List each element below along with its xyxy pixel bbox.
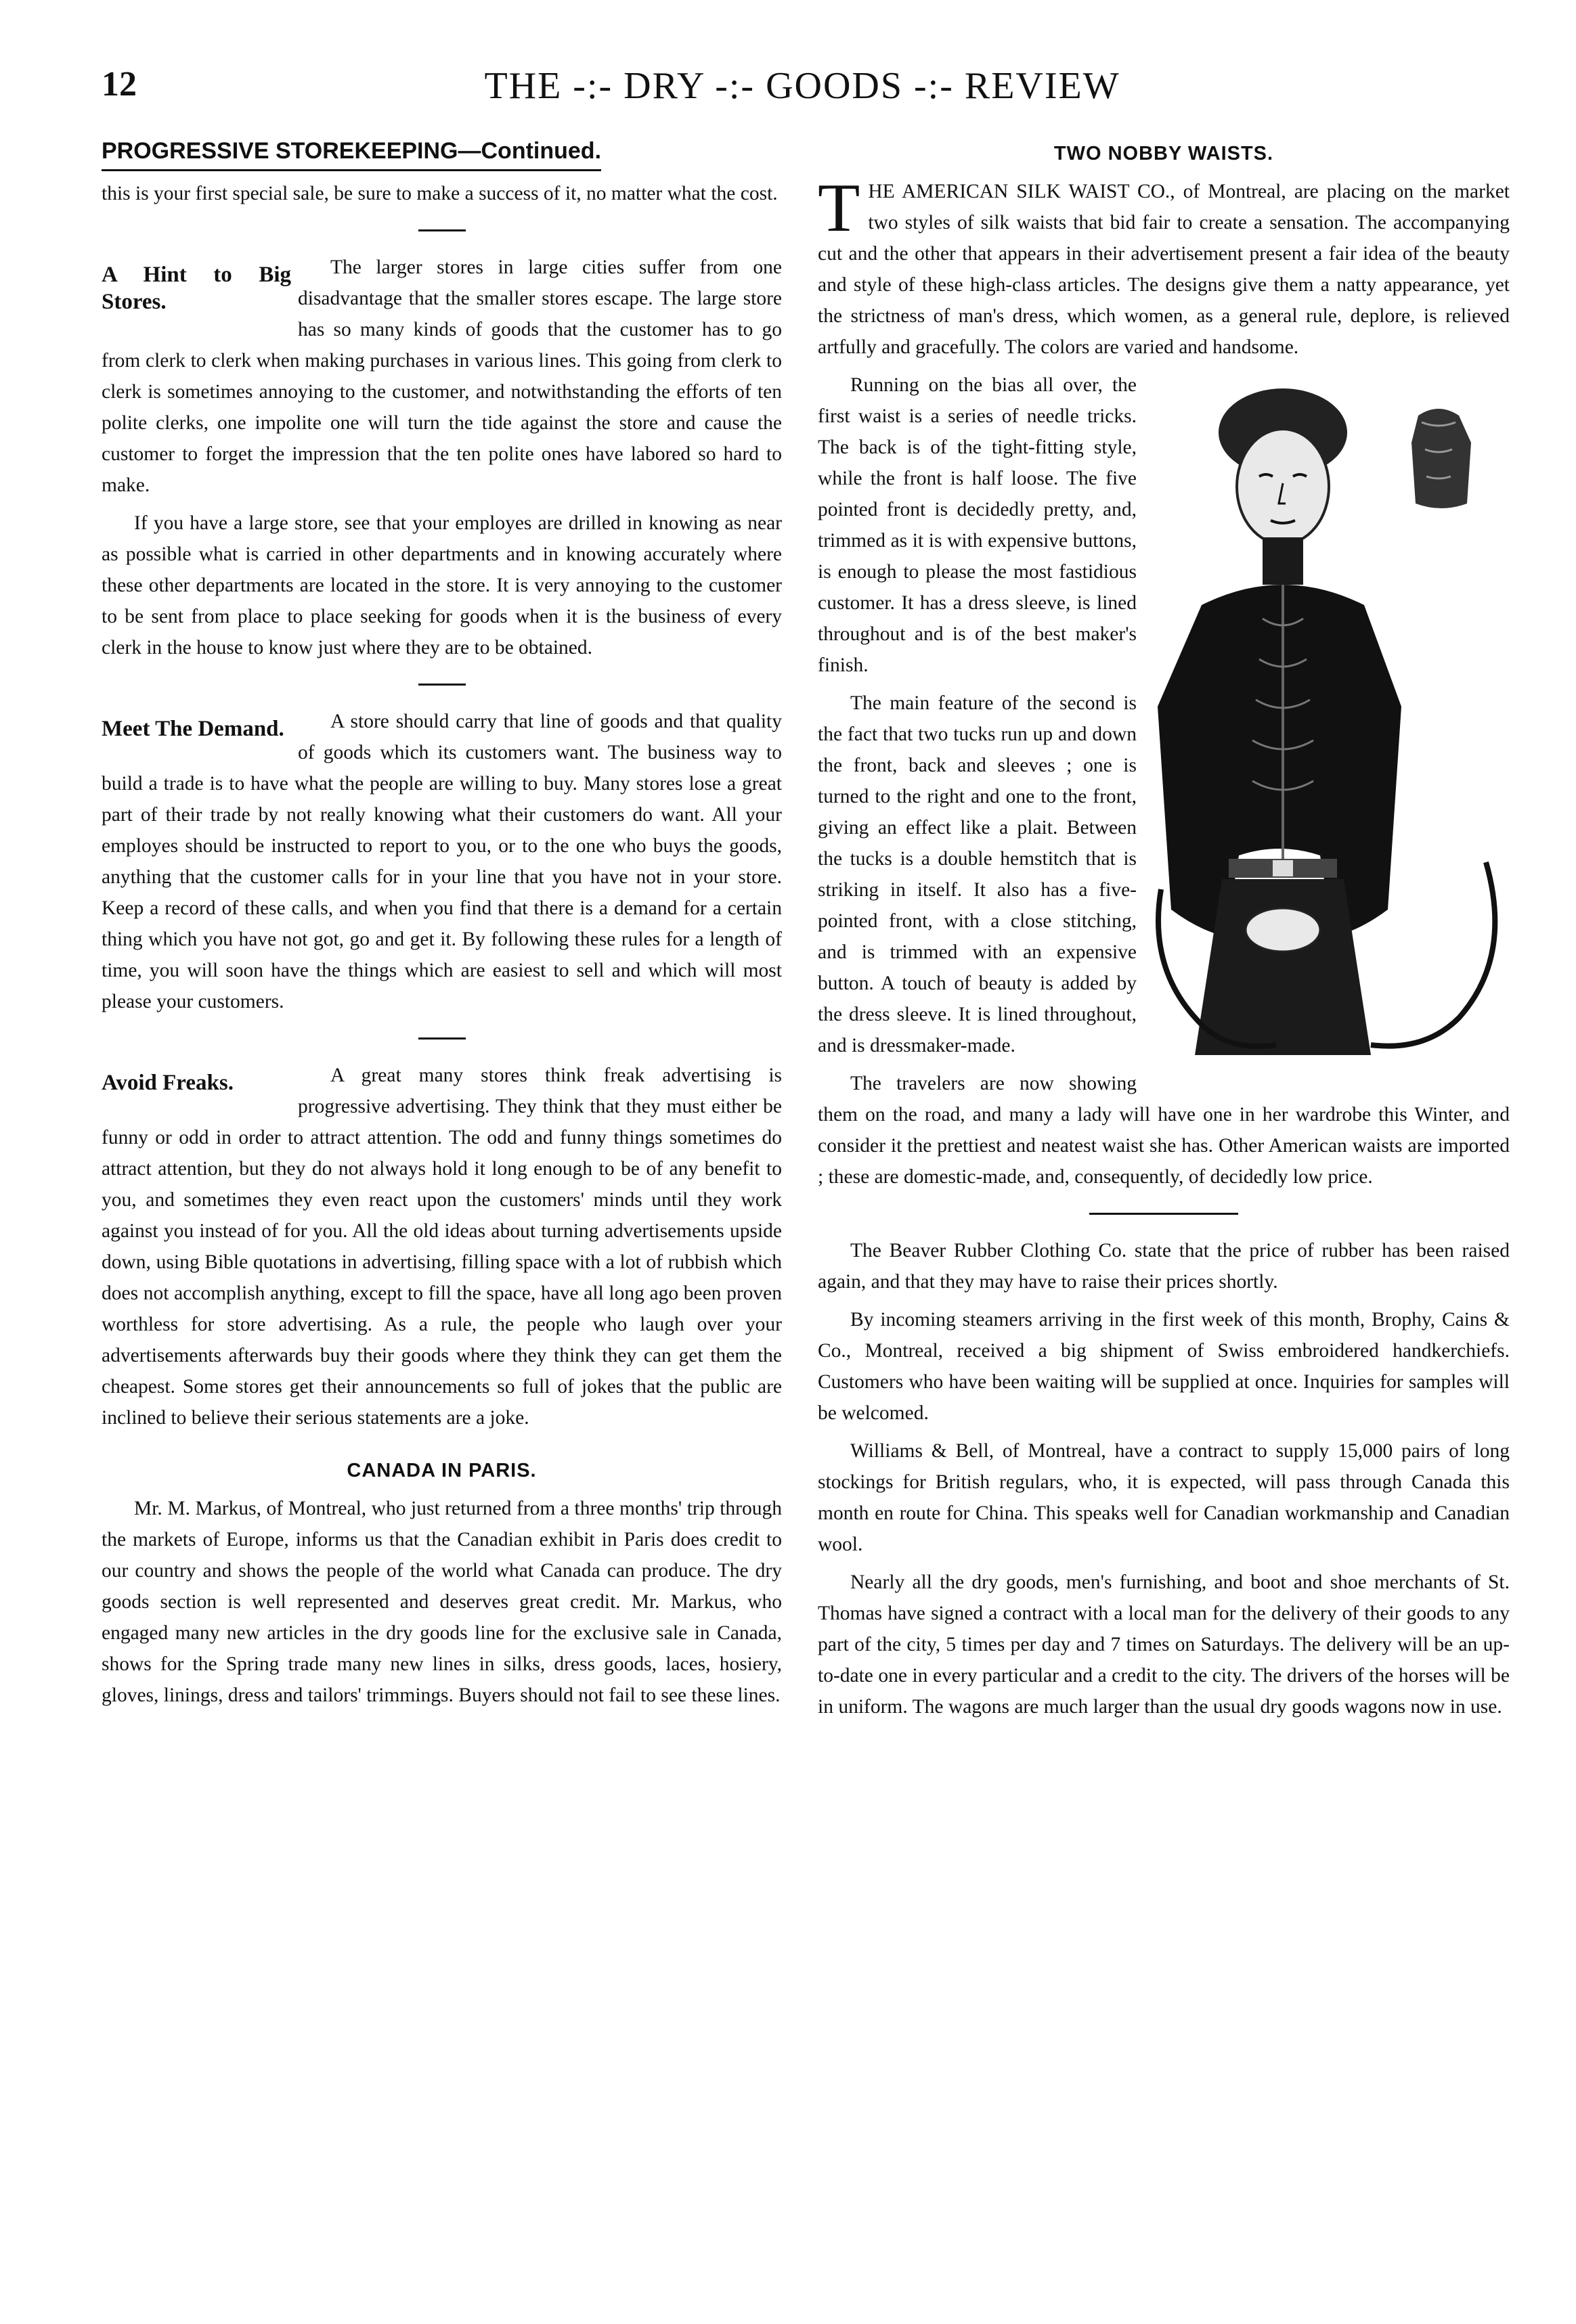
- meet-article: [102, 706, 782, 1017]
- article-paragraph: If you have a large store, see that your employes are drilled in knowing as near as possible what is carried in other departments and in knowing accurately where these other departments are located in the store. It is very annoying to the customer to be sent from place to place seeking for goods when it is the business of every clerk in the house to know just where they are to be obtained.: [102, 512, 782, 658]
- divider: [1089, 1213, 1238, 1215]
- article-paragraph: The larger stores in large cities suffer from one disadvantage that the smaller stores escape. The large store has so many kinds of goods that the customer has to go from clerk to clerk when making purchases in various lines. This going from clerk to clerk is sometimes annoying to the customer, and notwithstanding the efforts of ten polite clerks, one impolite one will turn the tide against the store and cause the customer to forget the impression that the ten polite ones have labored so hard to make.: [102, 256, 782, 496]
- intro-paragraph: this is your first special sale, be sure to make a success of it, no matter what the cost.: [102, 183, 778, 204]
- article-paragraph: The main feature of the second is the fact that two tucks run up and down the front, back and sleeves ; one is turned to the right and one to the front, giving an effect like a plait. Between the tucks is a double hemstitch that is striking in itself. It also has a five-pointed front, with a close stitching, and is trimmed with an expensive button. A touch of beauty is added by the dress sleeve. It is lined throughout, and is dressmaker-made.: [818, 692, 1137, 1056]
- article-paragraph: HE AMERICAN SILK WAIST CO., of Montreal, are placing on the market two styles of silk waists that bid fair to create a sensation. The accompanying cut and the other that appears in their advertisement present a fair idea of the beauty and style of these high-class articles. The designs give them a natty appearance, yet the strictness of man's dress, which women, as a general rule, deplore, is relieved artfully and gracefully. The colors are varied and handsome.: [818, 181, 1510, 358]
- article-paragraph: Running on the bias all over, the first waist is a series of needle tricks. The back is of the tight-fitting style, while the front is half loose. The five pointed front is decidedly pretty, and, trimmed as it is with expensive buttons, is enough to please the most fastidious customer. It has a dress sleeve, is lined throughout and is of the best maker's finish.: [818, 374, 1137, 676]
- news-item: By incoming steamers arriving in the first week of this month, Brophy, Cains & Co., Montreal, received a big shipment of Swiss embroidered handkerchiefs. Customers who have been waiting will be supplied at once. Inquiries for samples will be welcomed.: [818, 1309, 1510, 1424]
- article-paragraph: Mr. M. Markus, of Montreal, who just returned from a three months' trip through the markets of Europe, informs us that the Canadian exhibit in Paris does credit to our country and shows the people of the world what Canada can produce. The dry goods section is well represented and deserves great credit. Mr. Markus, who engaged many new articles in the dry goods line for the exclusive sale in Canada, shows for the Spring trade many new lines in silks, dress goods, laces, hosiery, gloves, linings, dress and tailors' trimmings. Buyers should not fail to see these lines.: [102, 1498, 782, 1706]
- news-item: The Beaver Rubber Clothing Co. state that the price of rubber has been raised again, and that they may have to raise their prices shortly.: [818, 1240, 1510, 1293]
- divider: [418, 1037, 466, 1040]
- divider: [418, 229, 466, 231]
- waists-article: [818, 170, 1510, 1192]
- canada-title: CANADA IN PARIS.: [347, 1460, 537, 1481]
- news-item: Williams & Bell, of Montreal, have a contract to supply 15,000 pairs of long stockings for British regulars, who, it is expected, will pass through Canada this month en route for China. This speaks well for Canadian workmanship and Canadian wool.: [818, 1440, 1510, 1555]
- sidehead-freaks: Avoid Freaks.: [102, 1071, 234, 1095]
- silk-waist-illustration: [1147, 375, 1510, 1089]
- divider: [418, 684, 466, 686]
- drop-cap: T: [818, 170, 860, 246]
- sidehead-meet: Meet The Demand.: [102, 717, 284, 741]
- article-paragraph: A great many stores think freak advertising is progressive advertising. They think that they must either be funny or odd in order to attract attention. The odd and funny things sometimes do attract attention, but they do not always hold it long enough to be of any benefit to you, and sometimes they even react upon the customers' minds until they work against you instead of for you. All the old ideas about turning advertisements upside down, using Bible quotations in advertising, filling space with a lot of rubbish which does not accomplish anything, except to fill the space, have all long ago been proven worthless for store advertising. As a rule, the people who laugh over your advertisements afterwards buy their goods where they think they can get them the cheapest. Some stores get their announcements so full of jokes that the public are inclined to believe their serious statements are a joke.: [102, 1065, 782, 1429]
- page-number: 12: [102, 65, 137, 104]
- sidehead-hint: A Hint to Big Stores.: [102, 263, 291, 314]
- hint-article: [102, 252, 782, 663]
- news-item: Nearly all the dry goods, men's furnishing, and boot and shoe merchants of St. Thomas have signed a contract with a local man for the delivery of their goods to any part of the city, 5 times per day and 7 times on Saturdays. The delivery will be an up-to-date one in every particular and a credit to the city. The drivers of the horses will be in uniform. The wagons are much larger than the usual dry goods wagons now in use.: [818, 1571, 1510, 1718]
- article-paragraph: A store should carry that line of goods and that quality of goods which its customers want. The business way to build a trade is to have what the people are willing to buy. Many stores lose a great part of their trade by not really knowing what their customers do want. All your employes should be instructed to report to you, or to the one who buys the goods, anything that the customer calls for in your line that you have not in your store. Keep a record of these calls, and when you find that there is a demand for a certain thing which you have not got, go and get it. By following these rules for a length of time, you will soon have the things which are easiest to sell and which will most please your customers.: [102, 711, 782, 1012]
- woman-waist-figure-icon: [1147, 375, 1510, 1089]
- waists-title: TWO NOBBY WAISTS.: [1053, 143, 1274, 164]
- freaks-article: [102, 1060, 782, 1433]
- article-paragraph: The travelers are now showing them on the road, and many a lady will have one in her wardrobe this Winter, and consider it the prettiest and neatest waist she has. Other American waists are imported ; these are domestic-made, and, consequently, of decidedly low price.: [818, 1073, 1510, 1188]
- right-column: [818, 135, 1510, 1729]
- left-column: [102, 135, 782, 1718]
- masthead-title: THE -:- DRY -:- GOODS -:- REVIEW: [484, 65, 1120, 107]
- page-header: [102, 64, 1503, 118]
- section-title: PROGRESSIVE STOREKEEPING—Continued.: [102, 135, 601, 171]
